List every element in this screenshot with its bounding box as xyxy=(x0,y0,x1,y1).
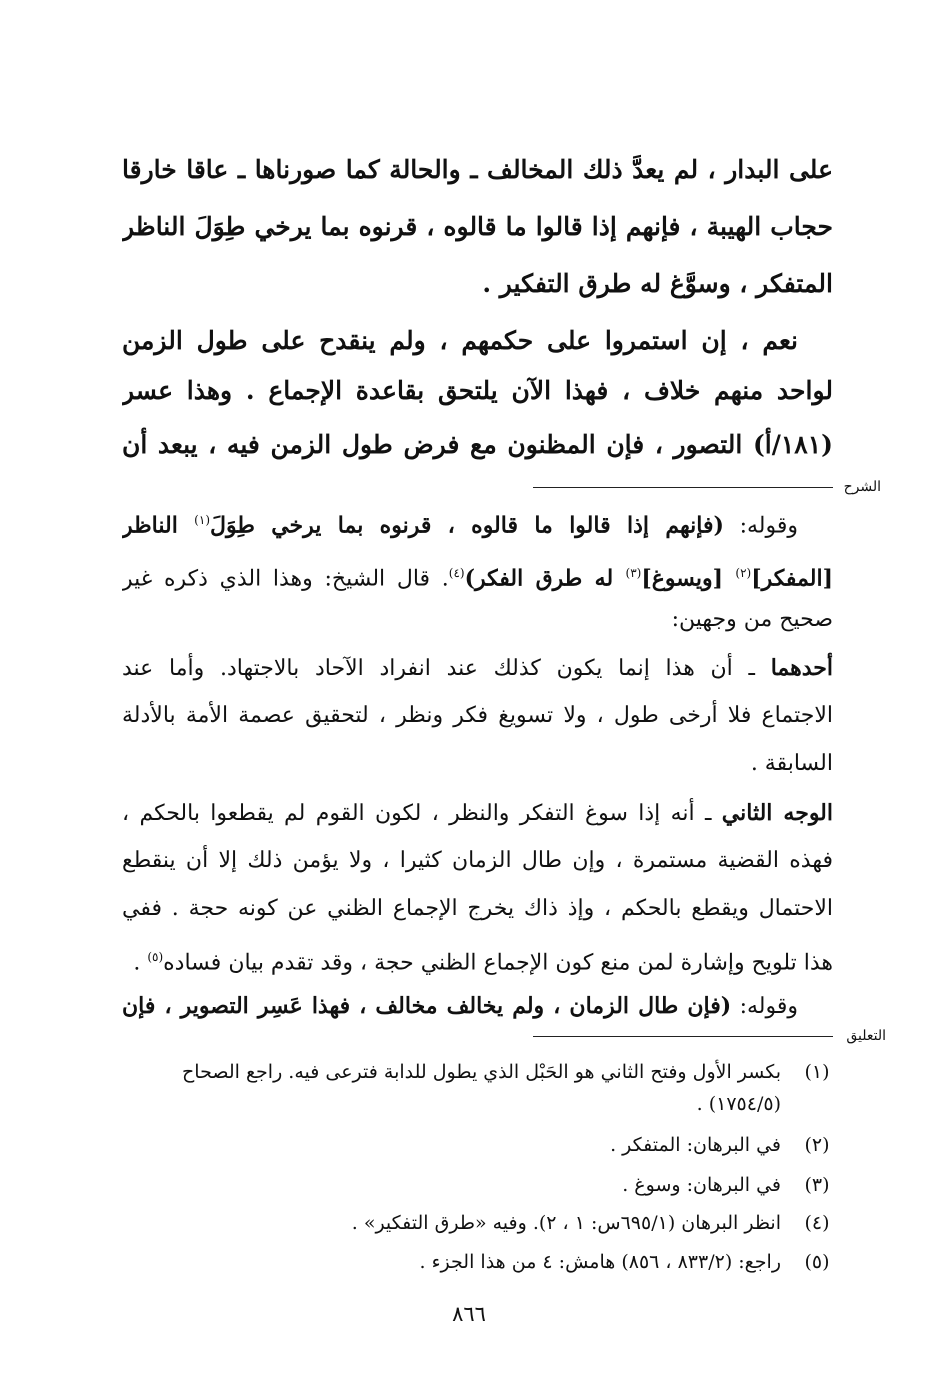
sharh-label: الشرح xyxy=(843,479,881,495)
sharh-line xyxy=(122,504,798,542)
sharh-divider xyxy=(533,487,833,488)
main-text-line: المتفكر ، وسوَّغ له طرق التفكير . xyxy=(482,269,833,298)
text-run: وقوله: xyxy=(723,513,798,539)
main-text-line: نعم ، إن استمروا على حكمهم ، ولم ينقدح على طول الزمن xyxy=(122,326,798,355)
footnote-text: انظر البرهان (٦٩٥/١س: ١ ، ٢). وفيه «طرق التفكير» . xyxy=(351,1212,781,1234)
quoted-text: [ويسوغ] xyxy=(641,565,736,592)
sharh-line xyxy=(122,990,798,1023)
footnote-text: في البرهان: المتفكر . xyxy=(610,1134,781,1156)
footnote-item xyxy=(122,1248,833,1278)
footnote-number: (٥) xyxy=(804,1251,830,1273)
text-run: هذا تلويح وإشارة لمن منع كون الإجماع الظني حجة ، وقد تقدم بيان فساده xyxy=(163,950,833,976)
sharh-line: صحيح من وجهين: xyxy=(671,607,833,632)
lead-word: الوجه الثاني xyxy=(721,800,833,826)
main-text-line: على البدار ، لم يعدَّ ذلك المخالف ـ والحالة كما صورناها ـ عاقا خارقا xyxy=(122,155,833,184)
taaliq-divider xyxy=(533,1036,833,1037)
text-run: وقوله: xyxy=(731,994,798,1019)
text-run: ـ أن هذا إنما يكون كذلك عند انفراد الآحاد بالاجتهاد. وأما عند xyxy=(122,656,771,681)
page-number: ٨٦٦ xyxy=(452,1302,486,1326)
quoted-text: الناظر xyxy=(122,512,195,539)
text-run: . قال الشيخ: وهذا الذي ذكره غير xyxy=(122,566,449,592)
footnote-text: راجع: (٨٣٣/٢ ، ٨٥٦) هامش: ٤ من هذا الجزء . xyxy=(419,1251,781,1273)
footnote-ref: (٥) xyxy=(147,950,164,964)
footnote-item xyxy=(122,1058,833,1122)
text-run: . xyxy=(133,950,148,976)
footnote-ref: (٤) xyxy=(448,566,465,580)
footnote-number: (٢) xyxy=(804,1134,830,1156)
text-run: ـ أنه إذا سوغ التفكر والنظر ، لكون القوم لم يقطعوا بالحكم ، xyxy=(122,801,722,826)
sharh-line xyxy=(122,797,833,830)
sharh-line: فهذه القضية مستمرة ، وإن طال الزمان كثيرا ، ولا يؤمن ذلك إلا أن ينقطع xyxy=(122,848,833,873)
main-text-line: (١٨١/أ) التصور ، فإن المظنون مع فرض طول الزمن فيه ، يبعد أن xyxy=(122,430,833,459)
quoted-text: [المفكر] xyxy=(751,565,833,592)
footnote-number: (٣) xyxy=(804,1174,830,1196)
footnote-item xyxy=(122,1171,833,1201)
main-text-line: حجاب الهيبة ، فإنهم إذا قالوا ما قالوه ، قرنوه بما يرخي طِوَلَ الناظر xyxy=(122,212,833,241)
sharh-line: السابقة . xyxy=(750,751,833,776)
footnote-text: (١٧٥٤/٥) . xyxy=(696,1093,781,1115)
footnote-ref: (١) xyxy=(194,513,210,527)
footnote-ref: (٣) xyxy=(625,566,642,580)
sharh-line: الاجتماع فلا أرخى طول ، ولا تسويغ فكر ونظر ، لتحقيق عصمة الأمة بالأدلة xyxy=(122,703,833,728)
sharh-line xyxy=(122,652,833,685)
footnote-text: بكسر الأول وفتح الثاني هو الحَبْل الذي يطول للدابة فترعى فيه. راجع الصحاح xyxy=(182,1061,781,1083)
sharh-line xyxy=(122,941,833,979)
lead-word: أحدهما xyxy=(770,655,833,681)
quoted-text: (فإنهم إذا قالوا ما قالوه ، قرنوه بما يرخي طِوَلَ xyxy=(210,512,724,539)
footnote-number: (١) xyxy=(804,1061,830,1083)
taaliq-label: التعليق xyxy=(846,1028,886,1044)
main-text-line: لواحد منهم خلاف ، فهذا الآن يلتحق بقاعدة الإجماع . وهذا عسر xyxy=(122,376,833,405)
footnote-text: في البرهان: وسوغ . xyxy=(622,1174,781,1196)
quoted-text: له طرق الفكر) xyxy=(464,565,626,592)
sharh-line xyxy=(122,557,833,595)
footnote-item xyxy=(122,1209,833,1239)
quoted-text: (فإن طال الزمان ، ولم يخالف مخالف ، فهذا عَسِر التصوير ، فإن xyxy=(122,993,732,1019)
footnote-number: (٤) xyxy=(804,1212,830,1234)
footnote-ref: (٢) xyxy=(735,566,752,580)
sharh-line: الاحتمال ويقطع بالحكم ، وإذ ذاك يخرج الإجماع الظني عن كونه حجة . ففي xyxy=(122,896,833,921)
footnote-item xyxy=(122,1131,833,1161)
